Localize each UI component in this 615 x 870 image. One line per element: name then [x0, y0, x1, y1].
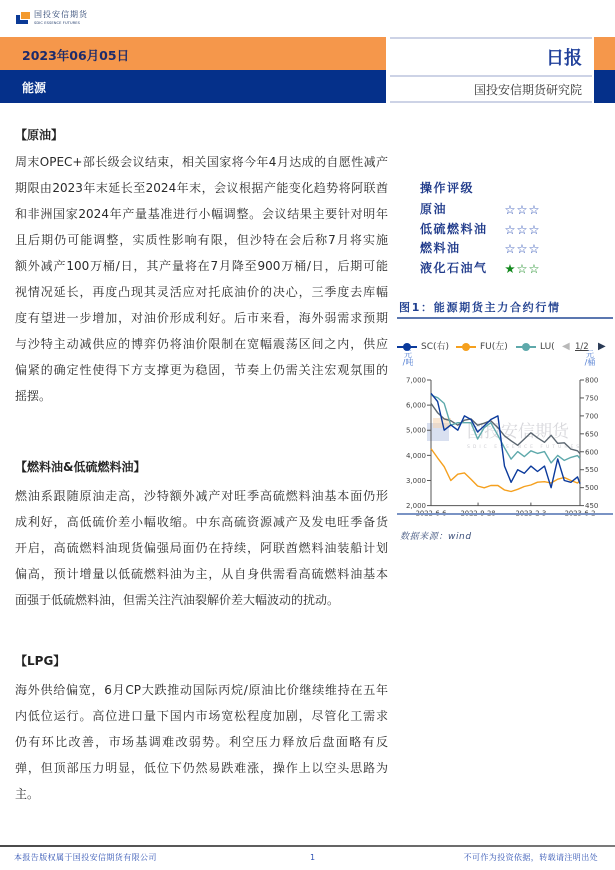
footer-copyright: 本报告版权属于国投安信期货有限公司 — [14, 853, 157, 862]
rating-row-fuel-oil — [420, 239, 560, 258]
legend-next-page-icon[interactable]: ▶ — [598, 341, 606, 352]
rating-label: 液化石油气 — [420, 261, 488, 275]
section-title-fuel-oil: 【燃料油&低硫燃料油】 — [15, 460, 146, 474]
figure-caption: 图1：能源期货主力合约行情 — [399, 301, 561, 314]
unit-text: /桶 — [584, 358, 596, 367]
y-tick-label-right: 700 — [585, 412, 599, 421]
data-source: 数据来源：wind — [400, 532, 472, 542]
star-outline-icon: ☆ — [504, 241, 516, 256]
figure-bottom-rule — [397, 513, 613, 515]
text-line: 成利好，高低硫价差小幅收缩。中东高硫资源减产及发电旺季备货 — [15, 515, 388, 529]
report-category: 能源 — [22, 81, 47, 95]
star-filled-icon: ★ — [504, 261, 516, 276]
right-axis-unit — [582, 351, 598, 367]
y-tick-label-left: 3,000 — [405, 476, 426, 485]
star-outline-icon: ☆ — [528, 241, 540, 256]
text-line: 海外供给偏宽，6月CP大跌推动国际丙烷/原油比价继续维持在五年 — [15, 683, 388, 697]
report-title-box — [386, 35, 594, 105]
rating-label: 燃料油 — [420, 241, 461, 255]
text-line: 与沙特主动减供应的博弈仍将油价限制在宽幅震荡区间之内，供应 — [15, 337, 388, 351]
footer-disclaimer: 不可作为投资依据，转载请注明出处 — [463, 853, 598, 862]
section-title-crude-oil: 【原油】 — [15, 128, 64, 142]
company-logo-icon — [16, 12, 31, 24]
page-number: 1 — [310, 853, 316, 862]
text-line: 期限由2023年末延长至2024年末，会议根据产能变化趋势将阿联酋 — [15, 181, 388, 195]
rating-label: 低硫燃料油 — [420, 222, 488, 236]
energy-futures-line-chart — [395, 370, 615, 520]
y-tick-label-right: 800 — [585, 376, 599, 385]
star-outline-icon: ☆ — [516, 222, 528, 237]
unit-text: /吨 — [402, 358, 414, 367]
text-line: 偏紧的确定性使得下方支撑更为稳固，节奏上仍需关注宏观氛围的 — [15, 363, 388, 377]
y-tick-label-right: 450 — [585, 502, 599, 511]
watermark-text: 国投安信期货 — [467, 422, 569, 442]
star-outline-icon: ☆ — [528, 261, 540, 276]
section-body-fuel-oil — [15, 483, 388, 613]
watermark-text-en: SDIC ESSENCE FUTURES — [467, 445, 583, 450]
y-tick-label-right: 750 — [585, 394, 599, 403]
star-outline-icon: ☆ — [528, 202, 540, 217]
research-institute: 国投安信期货研究院 — [473, 83, 582, 97]
text-line: 弹，但顶部压力明显，低位下仍然易跌难涨，操作上以空头思路为 — [15, 761, 388, 775]
legend-line-marker-icon — [516, 346, 536, 348]
star-outline-icon: ☆ — [504, 202, 516, 217]
star-outline-icon: ☆ — [516, 261, 528, 276]
report-type: 日报 — [546, 48, 582, 69]
text-line: 周末OPEC+部长级会议结束，相关国家将今年4月达成的自愿性减产 — [15, 155, 388, 169]
section-body-lpg — [15, 677, 388, 807]
text-line: 开启，高硫燃料油现货偏强局面仍在持续，阿联酋燃料油装船计划 — [15, 541, 388, 555]
y-tick-label-left: 7,000 — [405, 376, 426, 385]
rating-row-low-sulfur-fuel-oil — [420, 220, 560, 239]
unit-text: 元 — [404, 350, 412, 359]
y-tick-label-right: 600 — [585, 448, 599, 457]
text-line: 燃油系跟随原油走高，沙特额外减产对旺季高硫燃料油基本面仍形 — [15, 489, 388, 503]
text-line: 度有望进一步增加，对油价形成利好。后市来看，海外弱需求预期 — [15, 311, 388, 325]
text-line: 内低位运行。高位进口量下国内市场宽松程度加剧，尽管化工需求 — [15, 709, 388, 723]
logo-orange-square — [21, 12, 30, 19]
legend-line-marker-icon — [456, 346, 476, 348]
section-title-lpg: 【LPG】 — [15, 654, 66, 668]
legend-label: LU( — [540, 342, 555, 352]
star-outline-icon: ☆ — [516, 241, 528, 256]
rating-stars — [504, 259, 540, 278]
logo-name-en: SDIC ESSENCE FUTURES — [34, 21, 81, 25]
y-tick-label-left: 6,000 — [405, 401, 426, 410]
text-line: 和非洲国家2024年产量基准进行小幅调整。会议结果主要针对明年 — [15, 207, 388, 221]
figure-top-rule — [397, 317, 613, 319]
legend-label: FU(左) — [480, 342, 508, 352]
report-date: 2023年06月05日 — [22, 48, 130, 63]
rating-title: 操作评级 — [420, 181, 475, 195]
star-outline-icon: ☆ — [516, 202, 528, 217]
rating-label: 原油 — [420, 202, 448, 216]
legend-prev-page-icon[interactable]: ◀ — [562, 341, 570, 352]
y-tick-label-right: 650 — [585, 430, 599, 439]
star-outline-icon: ☆ — [504, 222, 516, 237]
y-tick-label-right: 550 — [585, 466, 599, 475]
legend-page-indicator: 1/2 — [575, 342, 589, 352]
unit-text: 元 — [586, 350, 594, 359]
title-box-rule-top — [390, 37, 592, 39]
star-outline-icon: ☆ — [528, 222, 540, 237]
y-tick-label-right: 500 — [585, 484, 599, 493]
text-line: 且后期仍可能调整，实质性影响有限，但沙特在会后称7月将实施 — [15, 233, 388, 247]
footer-rule — [0, 845, 615, 847]
title-box-rule-middle — [390, 75, 592, 77]
text-line: 偏高，预计增量以低硫燃料油为主，从自身供需看高硫燃料油基本 — [15, 567, 388, 581]
rating-stars — [504, 200, 540, 219]
logo-blue-bar-horizontal — [16, 20, 28, 24]
text-line: 额外减产100万桶/日，其产量将在7月降至900万桶/日，后期可能 — [15, 259, 388, 273]
section-body-crude-oil — [15, 149, 388, 409]
y-tick-label-left: 2,000 — [405, 502, 426, 511]
left-axis-unit — [400, 351, 416, 367]
text-line: 面强于低硫燃料油，但需关注汽油裂解价差大幅波动的扰动。 — [15, 593, 340, 607]
rating-stars — [504, 239, 540, 258]
chart-series — [431, 393, 583, 491]
rating-stars — [504, 220, 540, 239]
text-line: 摇摆。 — [15, 389, 52, 403]
legend-label: SC(右) — [421, 342, 450, 352]
title-box-rule-bottom — [390, 101, 592, 103]
text-line: 仍有环比改善，市场基调难改弱势。利空压力释放后盘面略有反 — [15, 735, 388, 749]
y-tick-label-left: 4,000 — [405, 451, 426, 460]
text-line: 主。 — [15, 787, 40, 801]
rating-row-crude-oil — [420, 200, 560, 219]
legend-line-marker-icon — [397, 346, 417, 348]
y-tick-label-left: 5,000 — [405, 426, 426, 435]
text-line: 视情况延长，再度凸现其灵活应对托底油价的决心，三季度去库幅 — [15, 285, 388, 299]
rating-row-lpg — [420, 259, 560, 278]
logo-name-cn: 国投安信期货 — [34, 10, 88, 19]
